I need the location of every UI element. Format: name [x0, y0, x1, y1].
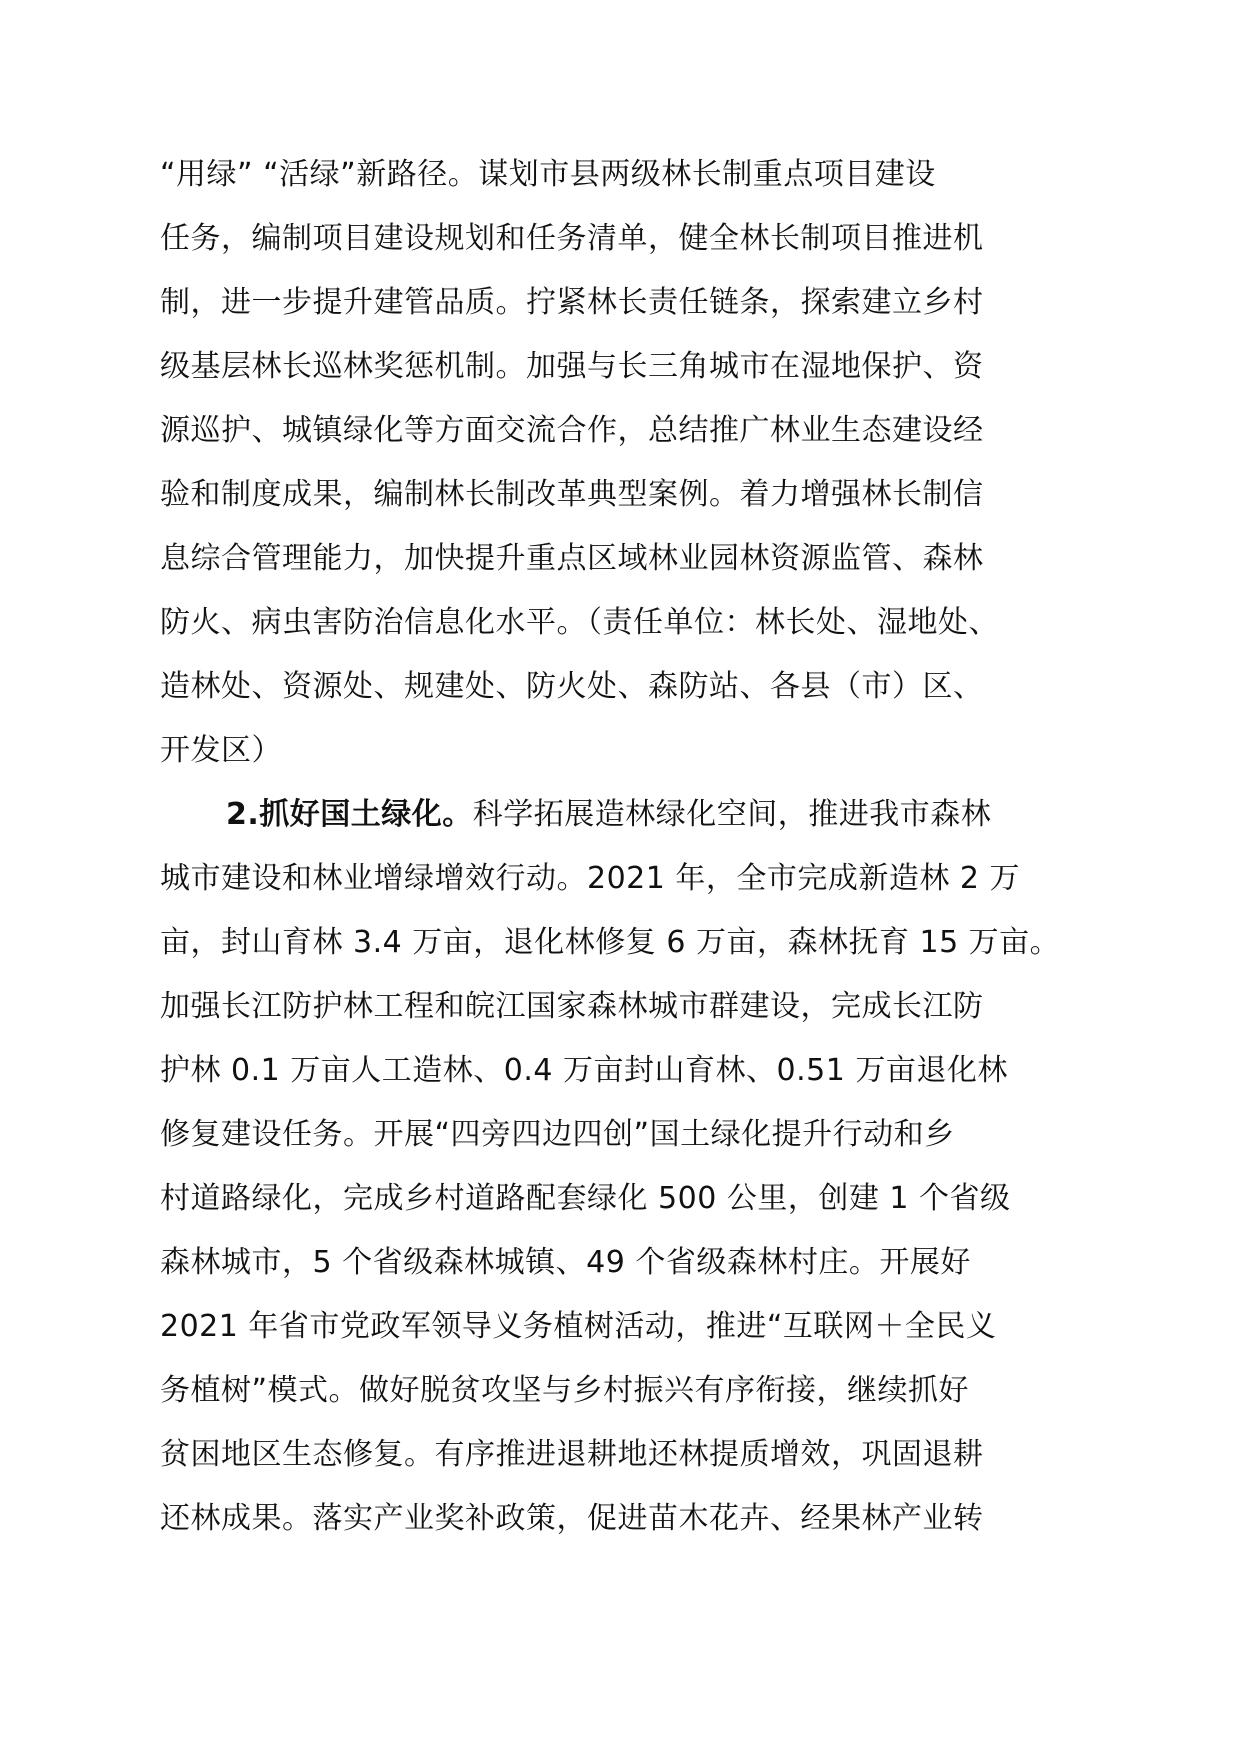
paragraph-1-line-7: 息综合管理能力，加快提升重点区域林业园林资源监管、森林: [160, 541, 984, 576]
paragraph-2-line-6: 修复建设任务。开展“四旁四边四创”国土绿化提升行动和乡: [160, 1117, 955, 1152]
paragraph-1-line-8: 防火、病虫害防治信息化水平。（责任单位：林长处、湿地处、: [160, 605, 999, 640]
paragraph-2-first-line: [226, 783, 1166, 847]
paragraph-2-line-3: 亩，封山育林 3.4 万亩，退化林修复 6 万亩，森林抚育 15 万亩。: [160, 925, 1061, 960]
paragraph-2-line-9: 2021 年省市党政军领导义务植树活动，推进“互联网＋全民义: [160, 1309, 997, 1344]
paragraph-2-line-4: 加强长江防护林工程和皖江国家森林城市群建设，完成长江防: [160, 989, 984, 1024]
paragraph-2-line-7: 村道路绿化，完成乡村道路配套绿化 500 公里，创建 1 个省级: [160, 1181, 1011, 1216]
paragraph-2-line-5: 护林 0.1 万亩人工造林、0.4 万亩封山育林、0.51 万亩退化林: [160, 1053, 1008, 1088]
paragraph-1-line-5: 源巡护、城镇绿化等方面交流合作，总结推广林业生态建设经: [160, 413, 984, 448]
paragraph-1-line-4: 级基层林长巡林奖惩机制。加强与长三角城市在湿地保护、资: [160, 349, 984, 384]
paragraph-1-line-3: 制，进一步提升建管品质。拧紧林长责任链条，探索建立乡村: [160, 285, 984, 320]
section-heading: 2.抓好国土绿化。: [226, 797, 473, 832]
paragraph-2-line-10: 务植树”模式。做好脱贫攻坚与乡村振兴有序衔接，继续抓好: [160, 1373, 970, 1408]
paragraph-2-first-line-text: 科学拓展造林绿化空间，推进我市森林: [472, 797, 992, 832]
paragraph-2-line-11: 贫困地区生态修复。有序推进退耕地还林提质增效，巩固退耕: [160, 1437, 984, 1472]
paragraph-1-line-10: 开发区）: [160, 733, 282, 768]
paragraph-2-line-12: 还林成果。落实产业奖补政策，促进苗木花卉、经果林产业转: [160, 1501, 984, 1536]
paragraph-1-line-1: “用绿” “活绿”新路径。谋划市县两级林长制重点项目建设: [160, 157, 936, 192]
paragraph-1-line-9: 造林处、资源处、规建处、防火处、森防站、各县（市）区、: [160, 669, 984, 704]
paragraph-1-line-6: 验和制度成果，编制林长制改革典型案例。着力增强林长制信: [160, 477, 984, 512]
paragraph-1-line-2: 任务，编制项目建设规划和任务清单，健全林长制项目推进机: [160, 221, 984, 256]
paragraph-2-line-2: 城市建设和林业增绿增效行动。2021 年，全市完成新造林 2 万: [160, 861, 1021, 896]
paragraph-2-line-8: 森林城市，5 个省级森林城镇、49 个省级森林村庄。开展好: [160, 1245, 971, 1280]
